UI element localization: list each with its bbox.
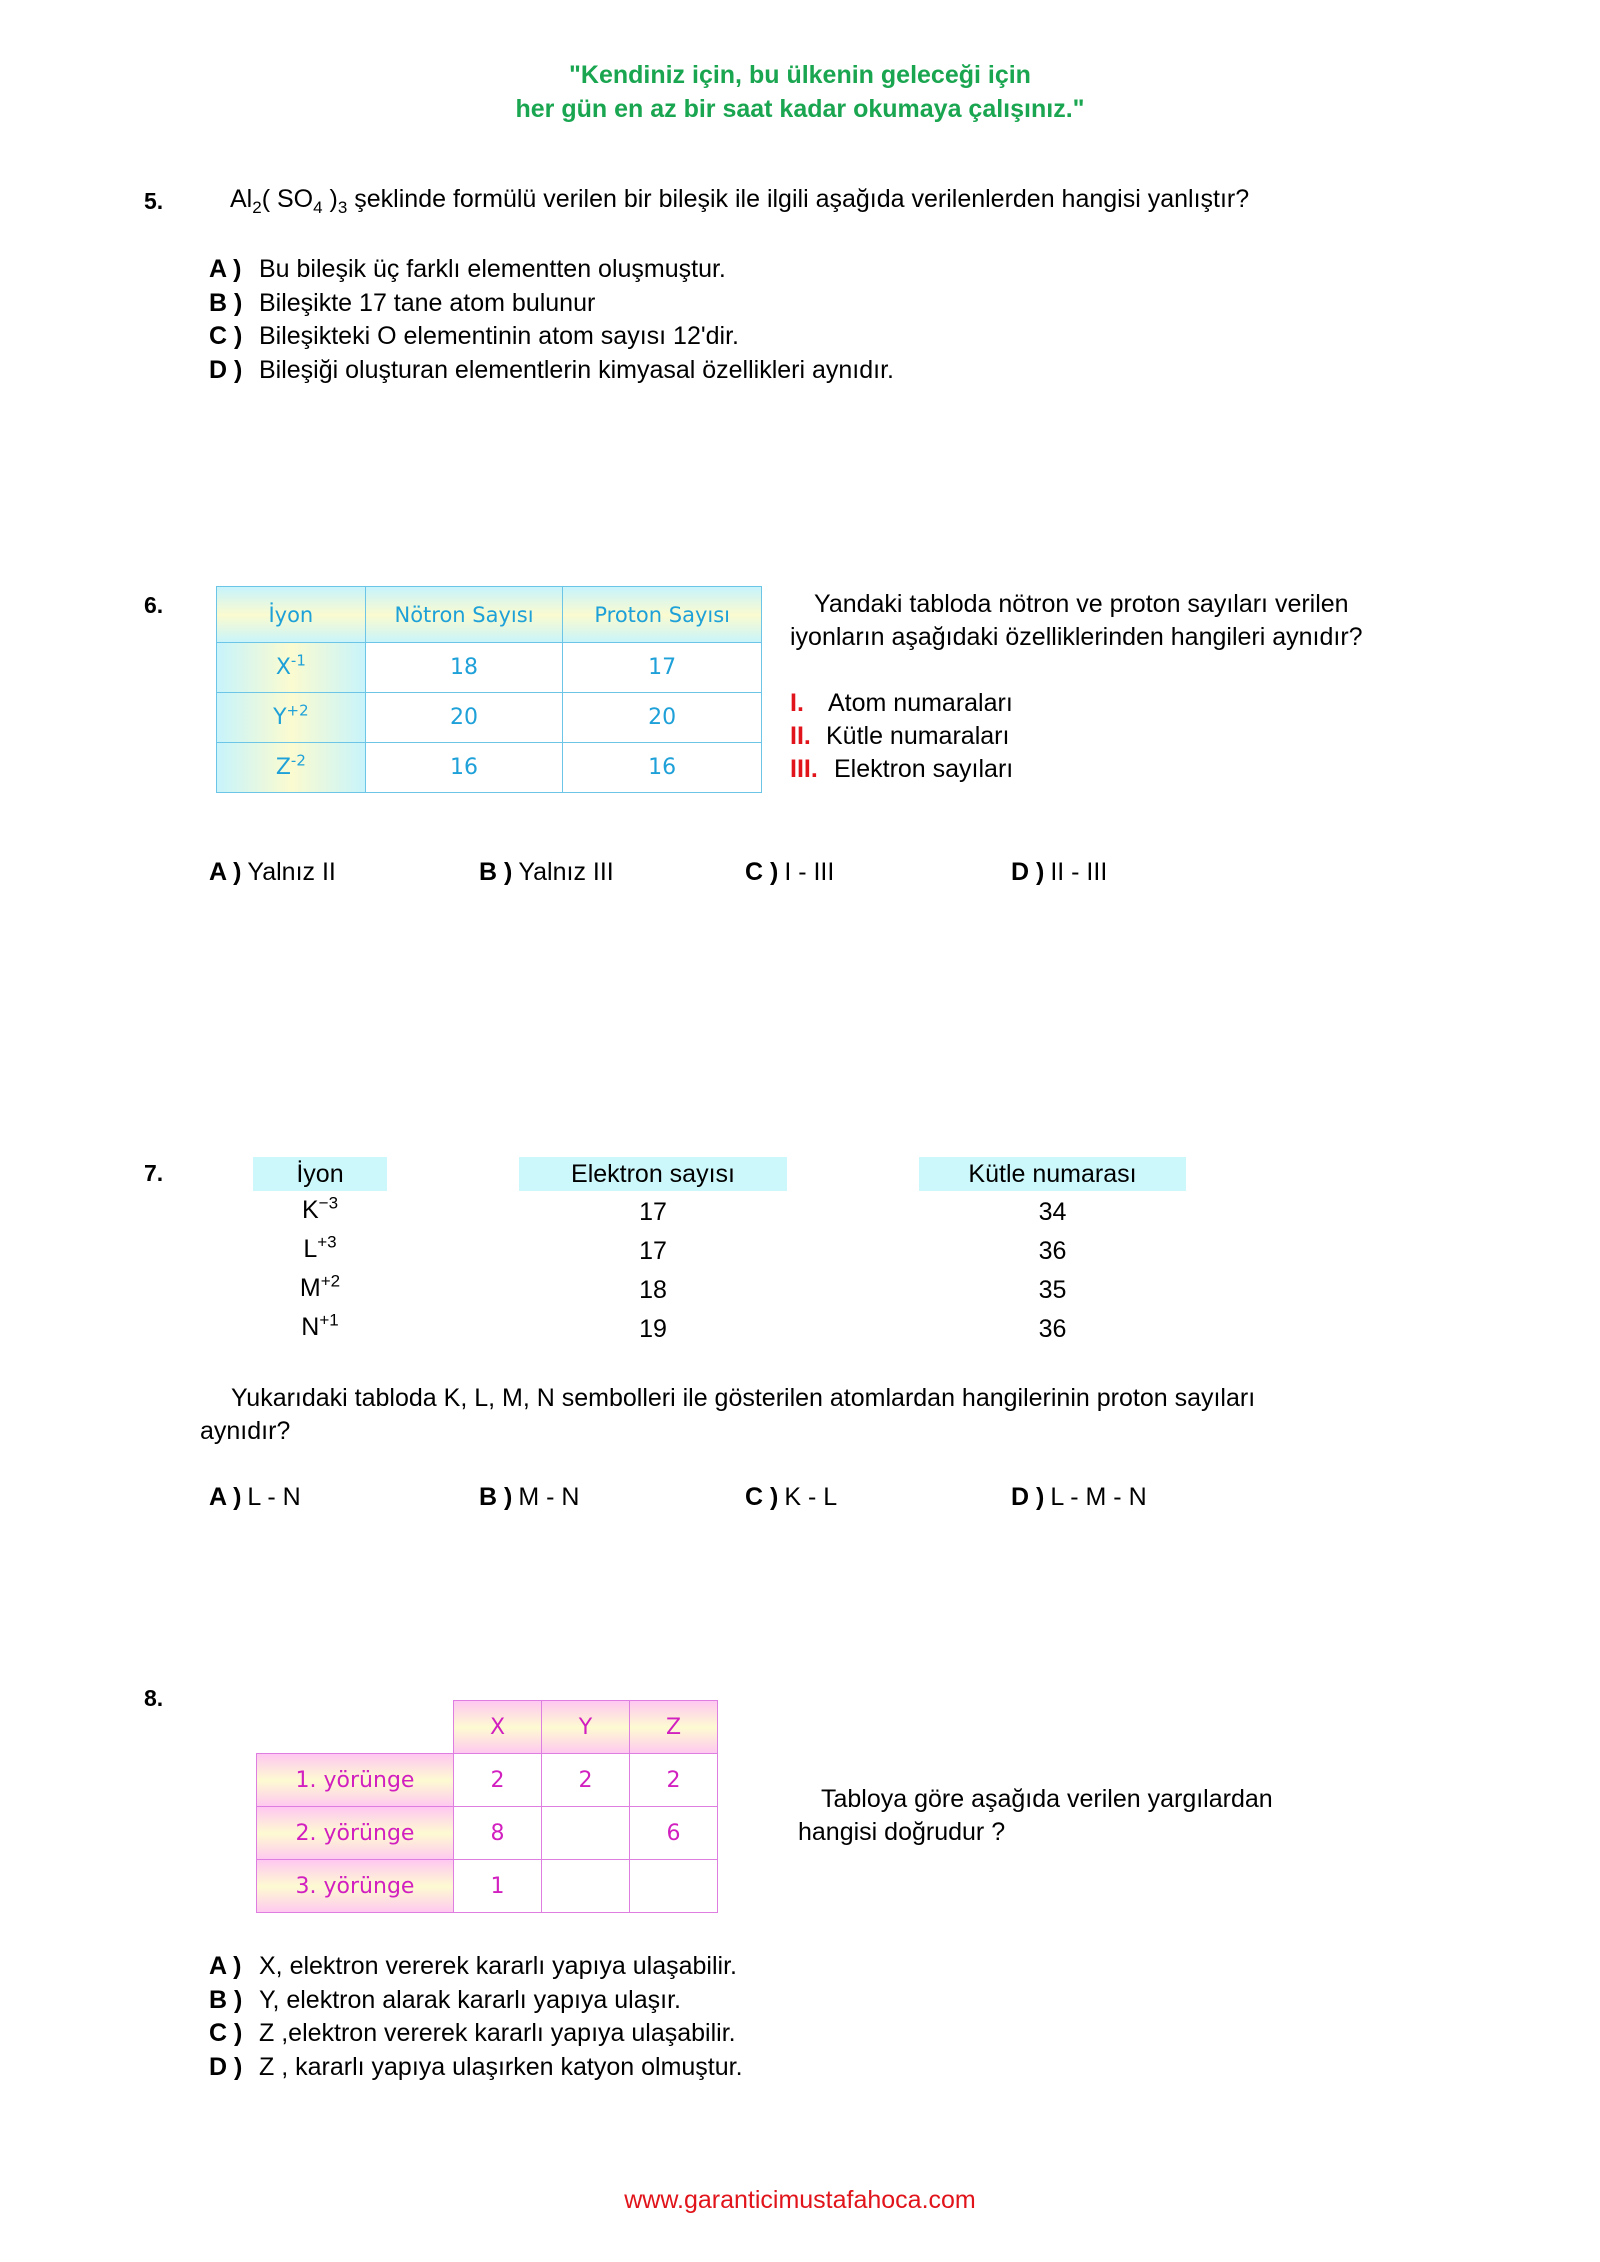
ion-cell: $K^{-3}$ xyxy=(301,1193,339,1224)
proton-cell: 20 xyxy=(563,693,762,743)
option-c[interactable]: C ) I - III xyxy=(745,858,835,886)
statement-2: II. Kütle numaraları xyxy=(790,722,1010,750)
question-8-options xyxy=(209,1950,743,2084)
row-label: 1. yörünge xyxy=(257,1754,454,1807)
ion-cell: $Z^{-2}$ xyxy=(217,743,366,793)
value-cell xyxy=(542,1807,630,1860)
proton-cell: 17 xyxy=(563,643,762,693)
motto-line-1: "Kendiniz için, bu ülkenin geleceği için xyxy=(569,61,1031,89)
value-cell: 6 xyxy=(630,1807,718,1860)
option-a[interactable]: A ) L - N xyxy=(209,1483,301,1511)
question-7-number: 7. xyxy=(144,1160,164,1186)
table-row xyxy=(257,1807,718,1860)
ion-cell: $M^{+2}$ xyxy=(299,1271,341,1302)
proton-cell: 16 xyxy=(563,743,762,793)
option-b[interactable]: B ) Bileşikte 17 tane atom bulunur xyxy=(209,288,596,317)
header-electrons: Elektron sayısı xyxy=(519,1157,787,1191)
question-6-statements xyxy=(790,687,1013,786)
value-cell xyxy=(630,1860,718,1913)
mass-cell: 34 xyxy=(1038,1198,1067,1226)
header-z: Z xyxy=(630,1701,718,1754)
table-row xyxy=(257,1754,718,1807)
option-c[interactable]: C ) Z ,elektron vererek kararlı yapıya ulaşabilir. xyxy=(209,2019,736,2047)
table-header-row xyxy=(217,587,762,643)
electron-cell: 17 xyxy=(639,1237,667,1265)
neutron-cell: 20 xyxy=(365,693,563,743)
mass-cell: 35 xyxy=(1038,1276,1067,1304)
ion-cell: $N^{+1}$ xyxy=(301,1310,339,1341)
question-7-stem: Yukarıdaki tabloda K, L, M, N sembolleri ile gösterilen atomlardan hangilerinin proton sayıları aynıdır? xyxy=(200,1384,1256,1445)
option-d[interactable]: D ) II - III xyxy=(1011,858,1108,886)
header-ion: İyon xyxy=(217,587,366,643)
ion-cell: $Y^{+2}$ xyxy=(217,693,366,743)
header-y: Y xyxy=(542,1701,630,1754)
statement-1: I. Atom numaraları xyxy=(790,689,1013,717)
header-ion: İyon xyxy=(253,1157,387,1191)
table-row xyxy=(217,643,762,693)
option-a[interactable]: A ) Yalnız II xyxy=(209,858,336,886)
header-x: X xyxy=(454,1701,542,1754)
option-a[interactable]: A ) Bu bileşik üç farklı elementten oluşmuştur. xyxy=(209,255,726,283)
electron-cell: 19 xyxy=(639,1315,667,1343)
neutron-cell: 16 xyxy=(365,743,563,793)
question-8-number: 8. xyxy=(144,1685,164,1711)
option-d[interactable]: D ) Bileşiği oluşturan elementlerin kimyasal özellikleri aynıdır. xyxy=(209,355,894,384)
option-c[interactable]: C ) K - L xyxy=(745,1483,838,1511)
table-row xyxy=(217,693,762,743)
motto xyxy=(0,58,1600,126)
table-row xyxy=(217,743,762,793)
question-5-stem: $Al_2$( $SO_4$ )$_3$ şeklinde formülü verilen bir bileşik ile ilgili aşağıda verilenlerden hangisi yanlıştır? xyxy=(230,185,1250,217)
value-cell: 2 xyxy=(630,1754,718,1807)
mass-cell: 36 xyxy=(1038,1315,1067,1343)
row-label: 3. yörünge xyxy=(257,1860,454,1913)
value-cell xyxy=(542,1860,630,1913)
option-d[interactable]: D ) L - M - N xyxy=(1011,1483,1147,1511)
question-6-number: 6. xyxy=(144,592,164,618)
ion-cell: $L^{+3}$ xyxy=(303,1232,337,1263)
mass-cell: 36 xyxy=(1038,1237,1067,1265)
row-label: 2. yörünge xyxy=(257,1807,454,1860)
question-5-number: 5. xyxy=(144,188,164,214)
electron-cell: 17 xyxy=(639,1198,667,1226)
table-header-row xyxy=(257,1701,718,1754)
electron-cell: 18 xyxy=(639,1276,667,1304)
value-cell: 2 xyxy=(542,1754,630,1807)
question-6-stem: Yandaki tabloda nötron ve proton sayıları verilen iyonların aşağıdaki özelliklerinden hangileri aynıdır? xyxy=(790,590,1363,651)
ion-cell: $X^{-1}$ xyxy=(217,643,366,693)
option-b[interactable]: B ) M - N xyxy=(479,1483,580,1511)
value-cell: 1 xyxy=(454,1860,542,1913)
option-b[interactable]: B ) Yalnız III xyxy=(479,858,614,886)
table-row xyxy=(257,1860,718,1913)
value-cell: 2 xyxy=(454,1754,542,1807)
neutron-cell: 18 xyxy=(365,643,563,693)
footer-website-link[interactable]: www.garanticimustafahoca.com xyxy=(624,2186,976,2214)
question-5-options xyxy=(209,253,894,387)
question-8-stem: Tabloya göre aşağıda verilen yargılardan hangisi doğrudur ? xyxy=(798,1785,1273,1846)
header-proton: Proton Sayısı xyxy=(563,587,762,643)
header-neutron: Nötron Sayısı xyxy=(365,587,563,643)
value-cell: 8 xyxy=(454,1807,542,1860)
statement-3: III. Elektron sayıları xyxy=(790,755,1014,783)
option-c[interactable]: C ) Bileşikteki O elementinin atom sayısı 12'dir. xyxy=(209,322,739,350)
option-a[interactable]: A ) X, elektron vererek kararlı yapıya ulaşabilir. xyxy=(209,1952,737,1980)
motto-line-2: her gün en az bir saat kadar okumaya çalışınız." xyxy=(515,95,1085,123)
orbital-electron-table xyxy=(256,1700,718,1913)
option-d[interactable]: D ) Z , kararlı yapıya ulaşırken katyon olmuştur. xyxy=(209,2052,743,2081)
option-b[interactable]: B ) Y, elektron alarak kararlı yapıya ulaşır. xyxy=(209,1985,681,2014)
ion-neutron-proton-table xyxy=(216,586,762,793)
header-mass: Kütle numarası xyxy=(919,1157,1186,1191)
